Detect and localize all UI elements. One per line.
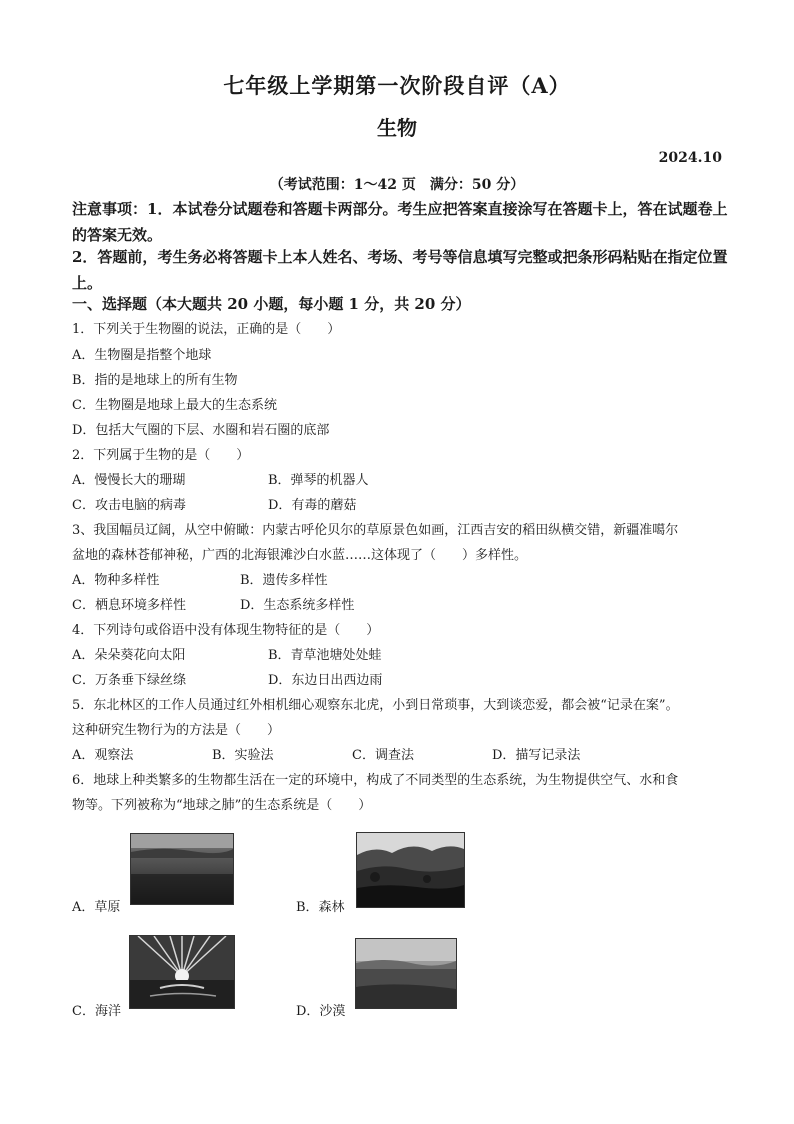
question-6-option-b: B．森林 — [296, 900, 345, 915]
exam-date: 2024.10 — [658, 150, 722, 166]
question-5-option-d: D．描写记录法 — [492, 748, 581, 763]
exam-title: 七年级上学期第一次阶段自评（A） — [223, 73, 571, 98]
notice-item-2: 2．答题前，考生务必将答题卡上本人姓名、考场、考号等信息填写完整或把条形码粘贴在指定位置上。 — [72, 248, 728, 292]
question-2-option-c: C．攻击电脑的病毒 — [72, 498, 186, 513]
question-5-option-b: B．实验法 — [212, 748, 274, 763]
question-2-option-b: B．弹琴的机器人 — [268, 473, 369, 488]
question-4-stem: 4．下列诗句或俗语中没有体现生物特征的是（ ） — [72, 623, 380, 638]
grassland-photo — [130, 833, 234, 905]
question-4-option-d: D．东边日出西边雨 — [268, 673, 383, 688]
question-5-option-c: C．调查法 — [352, 748, 414, 763]
question-3-stem-line-1: 3、我国幅员辽阔，从空中俯瞰：内蒙古呼伦贝尔的草原景色如画，江西吉安的稻田纵横交错，新疆准噶尔 — [72, 523, 679, 538]
question-1-stem: 1．下列关于生物圈的说法，正确的是（ ） — [72, 322, 341, 337]
question-3-option-b: B．遗传多样性 — [240, 573, 328, 588]
question-6-option-a: A．草原 — [72, 900, 121, 915]
question-1-option-c: C．生物圈是地球上最大的生态系统 — [72, 398, 277, 413]
question-5-stem-line-2: 这种研究生物行为的方法是（ ） — [72, 723, 281, 738]
question-6-stem-line-1: 6．地球上种类繁多的生物都生活在一定的环境中，构成了不同类型的生态系统，为生物提供空气、水和食 — [72, 773, 679, 788]
question-5-option-a: A．观察法 — [72, 748, 134, 763]
exam-scope: （考试范围：1～42 页 满分：50 分） — [269, 177, 525, 193]
question-5-stem-line-1: 5．东北林区的工作人员通过红外相机细心观察东北虎，小到日常琐事，大到谈恋爱，都会被“记录在案”。 — [72, 698, 679, 713]
question-3-option-c: C．栖息环境多样性 — [72, 598, 186, 613]
question-2-option-a: A．慢慢长大的珊瑚 — [72, 473, 186, 488]
question-4-option-c: C．万条垂下绿丝绦 — [72, 673, 186, 688]
question-3-stem-line-2: 盆地的森林苍郁神秘，广西的北海银滩沙白水蓝……这体现了（ ）多样性。 — [72, 548, 528, 563]
desert-photo — [355, 938, 457, 1009]
subject-title: 生物 — [377, 116, 417, 140]
question-1-option-d: D．包括大气圈的下层、水圈和岩石圈的底部 — [72, 423, 330, 438]
question-1-option-a: A．生物圈是指整个地球 — [72, 348, 212, 363]
notice-item-1: 注意事项：1．本试卷分试题卷和答题卡两部分。考生应把答案直接涂写在答题卡上，答在试题卷上的答案无效。 — [72, 200, 728, 244]
question-2-stem: 2．下列属于生物的是（ ） — [72, 448, 250, 463]
question-6-option-d: D．沙漠 — [296, 1004, 346, 1019]
question-6-option-c: C．海洋 — [72, 1004, 121, 1019]
question-3-option-d: D．生态系统多样性 — [240, 598, 355, 613]
question-3-option-a: A．物种多样性 — [72, 573, 160, 588]
ocean-photo — [129, 935, 235, 1009]
question-2-option-d: D．有毒的蘑菇 — [268, 498, 357, 513]
question-1-option-b: B．指的是地球上的所有生物 — [72, 373, 238, 388]
question-6-stem-line-2: 物等。下列被称为“地球之肺”的生态系统是（ ） — [72, 798, 372, 813]
question-4-option-b: B．青草池塘处处蛙 — [268, 648, 382, 663]
forest-photo — [356, 832, 465, 908]
section-heading: 一、选择题（本大题共 20 小题，每小题 1 分，共 20 分） — [72, 295, 471, 313]
question-4-option-a: A．朵朵葵花向太阳 — [72, 648, 186, 663]
